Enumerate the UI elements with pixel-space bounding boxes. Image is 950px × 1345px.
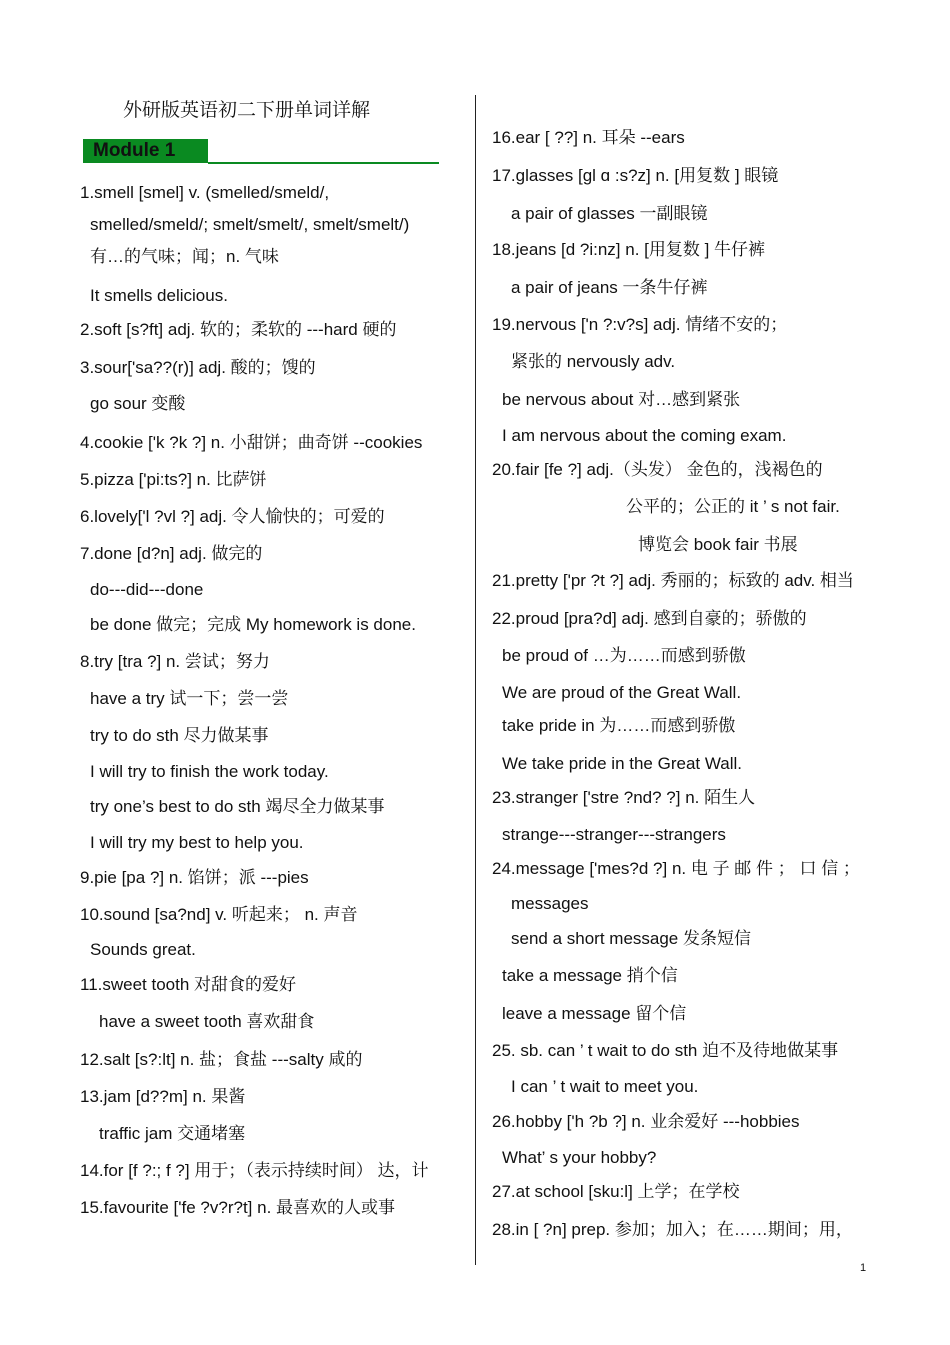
vocab-line: 19.nervous ['n ?:v?s] adj. 情绪不安的； [492, 315, 788, 334]
vocab-line: smelled/smeld/; smelt/smelt/, smelt/smelt/) [90, 215, 410, 234]
vocab-line: 紧张的 nervously adv. [511, 352, 676, 371]
page-number: 1 [860, 1262, 867, 1274]
document-title: 外研版英语初二下册单词详解 [123, 99, 371, 121]
vocab-line: We take pride in the Great Wall. [502, 754, 742, 773]
vocab-line: try one’s best to do sth 竭尽全力做某事 [90, 797, 385, 816]
vocab-line: send a short message 发条短信 [511, 929, 751, 948]
vocab-line: 22.proud [pra?d] adj. 感到自豪的；骄傲的 [492, 609, 807, 628]
vocab-line: 24.message ['mes?d ?] n. 电 子 邮 件 ； 口 信 ； [492, 859, 860, 878]
vocab-line: 14.for [f ?:; f ?] 用于；（表示持续时间） 达，计 [80, 1161, 429, 1180]
vocab-line: I can ’ t wait to meet you. [511, 1077, 699, 1096]
module-heading-label: Module 1 [93, 140, 176, 161]
vocab-line: a pair of glasses 一副眼镜 [511, 204, 708, 223]
vocab-line: 17.glasses [gl ɑ :s?z] n. [用复数 ] 眼镜 [492, 166, 779, 185]
vocab-line: 9.pie [pa ?] n. 馅饼；派 ---pies [80, 868, 309, 887]
vocab-line: 3.sour['sa??(r)] adj. 酸的；馊的 [80, 358, 316, 377]
vocab-line: traffic jam 交通堵塞 [99, 1124, 246, 1143]
vocab-line: 10.sound [sa?nd] v. 听起来； n. 声音 [80, 905, 358, 924]
vocab-line: I will try my best to help you. [90, 833, 304, 852]
vocab-line: have a try 试一下；尝一尝 [90, 689, 289, 708]
vocab-line: 5.pizza ['pi:ts?] n. 比萨饼 [80, 470, 267, 489]
vocab-line: 20.fair [fe ?] adj.（头发） 金色的，浅褐色的 [492, 460, 823, 479]
vocab-line: be done 做完；完成 My homework is done. [90, 615, 416, 634]
vocab-line: 7.done [d?n] adj. 做完的 [80, 544, 263, 563]
vocab-line: be proud of …为……而感到骄傲 [502, 646, 746, 665]
module-underline [208, 162, 439, 164]
column-divider [475, 95, 476, 1265]
vocab-line: 11.sweet tooth 对甜食的爱好 [80, 975, 297, 994]
module-heading [83, 139, 208, 163]
vocab-line: 26.hobby ['h ?b ?] n. 业余爱好 ---hobbies [492, 1112, 800, 1131]
vocab-line: leave a message 留个信 [502, 1004, 687, 1023]
vocab-line: a pair of jeans 一条牛仔裤 [511, 278, 708, 297]
vocab-line: 25. sb. can ’ t wait to do sth 迫不及待地做某事 [492, 1041, 839, 1060]
vocab-line: strange---stranger---strangers [502, 825, 726, 844]
vocab-line: 12.salt [s?:lt] n. 盐；食盐 ---salty 咸的 [80, 1050, 363, 1069]
vocab-line: 有…的气味；闻；n. 气味 [90, 247, 279, 266]
vocab-line: 27.at school [sku:l] 上学；在学校 [492, 1182, 740, 1201]
vocab-line: 2.soft [s?ft] adj. 软的；柔软的 ---hard 硬的 [80, 320, 397, 339]
vocab-line: 23.stranger ['stre ?nd? ?] n. 陌生人 [492, 788, 756, 807]
vocab-line: I will try to finish the work today. [90, 762, 329, 781]
vocab-line: I am nervous about the coming exam. [502, 426, 787, 445]
vocab-line: It smells delicious. [90, 286, 228, 305]
vocab-line: Sounds great. [90, 940, 196, 959]
vocab-line: What’ s your hobby? [502, 1148, 657, 1167]
vocab-line: 28.in [ ?n] prep. 参加；加入；在……期间；用， [492, 1220, 853, 1239]
vocab-line: take pride in 为……而感到骄傲 [502, 716, 736, 735]
vocab-line: take a message 捎个信 [502, 966, 678, 985]
vocab-line: 1.smell [smel] v. (smelled/smeld/, [80, 183, 330, 202]
vocab-line: 13.jam [d??m] n. 果酱 [80, 1087, 246, 1106]
vocab-line: be nervous about 对…感到紧张 [502, 390, 741, 409]
vocab-line: 6.lovely['l ?vl ?] adj. 令人愉快的；可爱的 [80, 507, 385, 526]
vocab-line: messages [511, 894, 589, 913]
vocab-line: 公平的；公正的 it ’ s not fair. [626, 497, 840, 516]
vocab-line: 15.favourite ['fe ?v?r?t] n. 最喜欢的人或事 [80, 1198, 396, 1217]
vocab-line: 博览会 book fair 书展 [638, 535, 798, 554]
vocab-line: have a sweet tooth 喜欢甜食 [99, 1012, 315, 1031]
vocab-line: 4.cookie ['k ?k ?] n. 小甜饼；曲奇饼 --cookies [80, 433, 423, 452]
vocab-line: 8.try [tra ?] n. 尝试；努力 [80, 652, 270, 671]
vocab-line: try to do sth 尽力做某事 [90, 726, 269, 745]
vocab-line: 18.jeans [d ?i:nz] n. [用复数 ] 牛仔裤 [492, 240, 766, 259]
vocab-line: 21.pretty ['pr ?t ?] adj. 秀丽的；标致的 adv. 相当 [492, 571, 854, 590]
vocab-line: 16.ear [ ??] n. 耳朵 --ears [492, 128, 685, 147]
vocab-line: go sour 变酸 [90, 394, 186, 413]
vocab-line: We are proud of the Great Wall. [502, 683, 742, 702]
vocab-line: do---did---done [90, 580, 204, 599]
